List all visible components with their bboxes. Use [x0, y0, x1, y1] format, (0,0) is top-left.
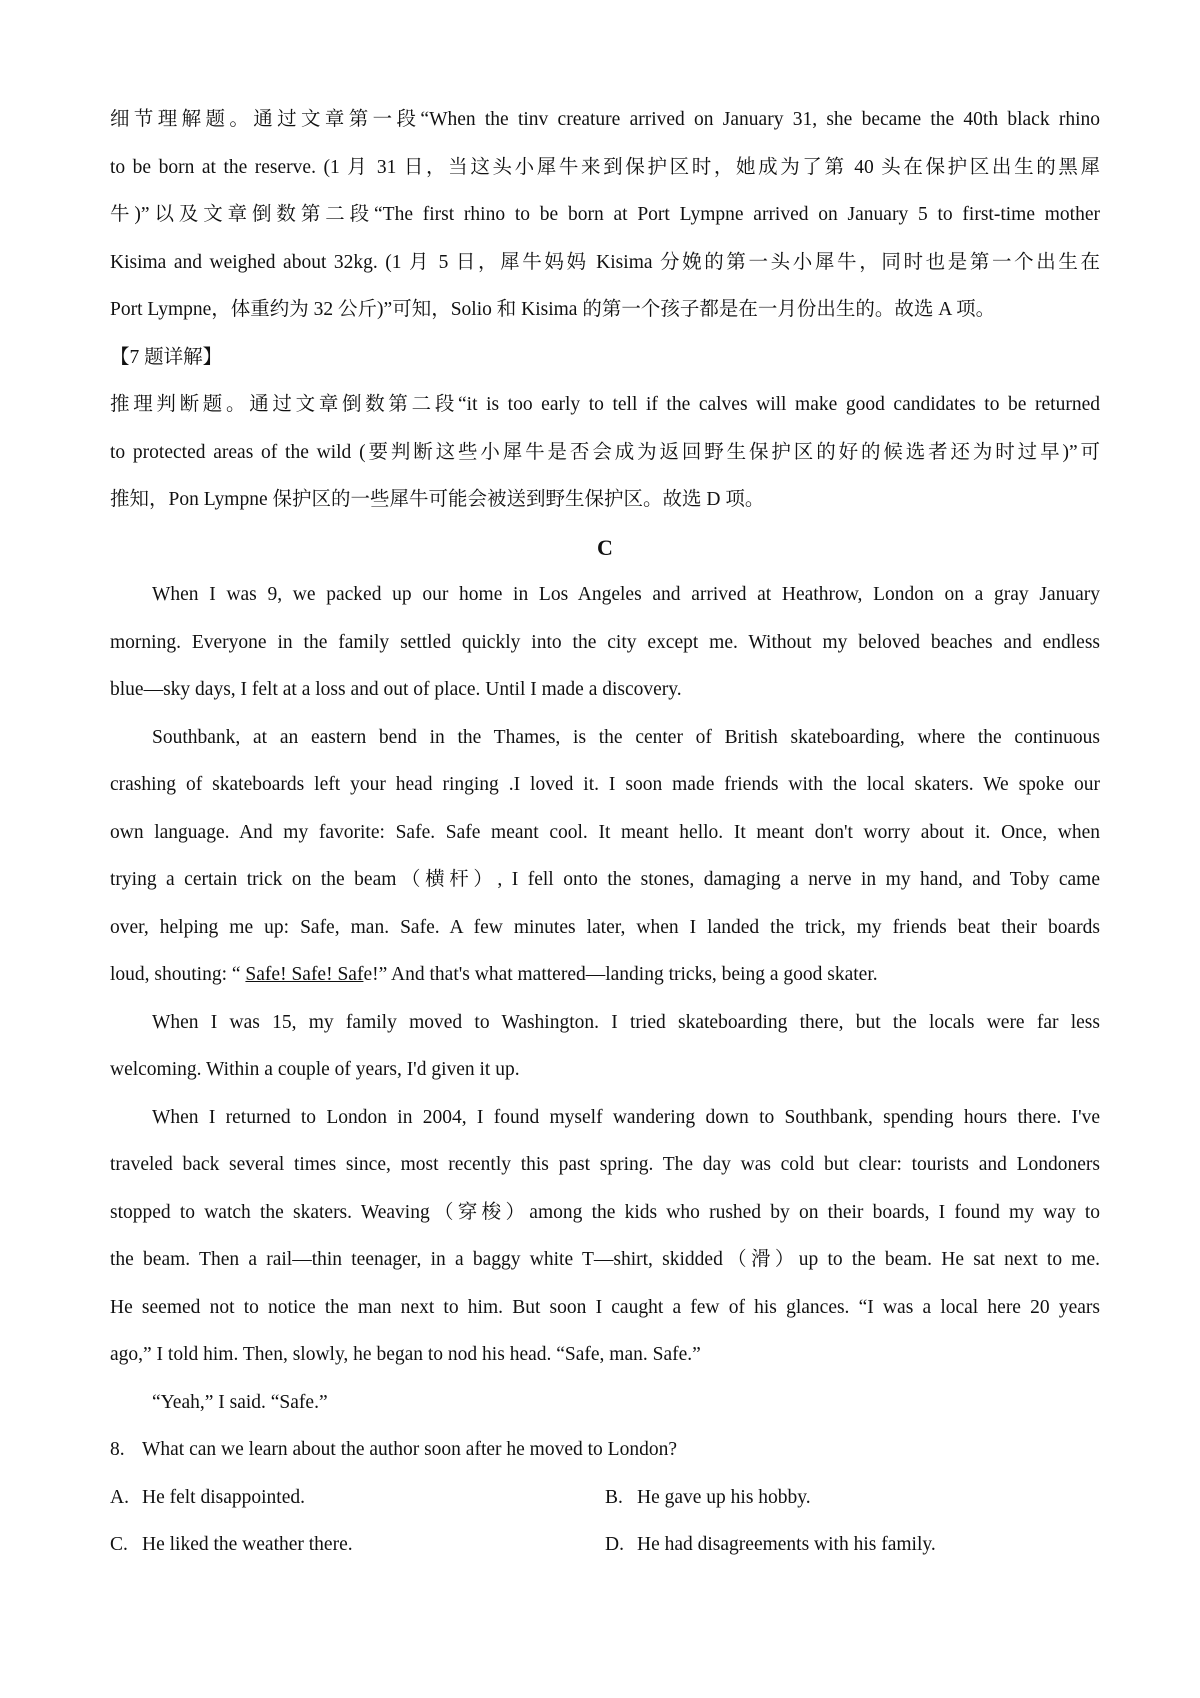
options-row	[110, 1521, 1100, 1569]
passage-line: When I was 15, my family moved to Washington. I tried skateboarding there, but the locals were far less	[152, 1011, 1100, 1033]
passage-line: welcoming. Within a couple of years, I'd given it up.	[110, 1059, 520, 1080]
option-text: He felt disappointed.	[142, 1486, 305, 1508]
passage-line: “Yeah,” I said. “Safe.”	[152, 1391, 328, 1413]
passage-line: He seemed not to notice the man next to him. But soon I caught a few of his glances. “I was a local here 20 years	[110, 1296, 1100, 1318]
passage-line: traveled back several times since, most recently this past spring. The day was cold but clear: tourists and Londoners	[110, 1154, 1100, 1175]
passage-line	[110, 951, 1100, 999]
passage-line: Southbank, at an eastern bend in the Thames, is the center of British skateboarding, where the continuous	[152, 726, 1100, 748]
option-letter: C.	[110, 1534, 128, 1555]
option-letter: A.	[110, 1486, 129, 1508]
passage-line: ago,” I told him. Then, slowly, he began to nod his head. “Safe, man. Safe.”	[110, 1344, 701, 1365]
passage-line: trying a certain trick on the beam（横杆）, I fell onto the stones, damaging a nerve in my hand, and Toby came	[110, 869, 1100, 890]
analysis-7-line: 推理判断题。通过文章倒数第二段“it is too early to tell if the calves will make good candidates to be returned	[110, 394, 1100, 415]
option-d[interactable]	[605, 1521, 1100, 1569]
option-letter: D.	[605, 1534, 624, 1555]
passage-line: morning. Everyone in the family settled quickly into the city except me. Without my beloved beaches and endless	[110, 631, 1100, 653]
analysis-6-line: Kisima and weighed about 32kg. (1 月 5 日，犀牛妈妈 Kisima 分娩的第一头小犀牛，同时也是第一个出生在	[110, 251, 1100, 273]
options-row	[110, 1474, 1100, 1522]
analysis-6-line: to be born at the reserve. (1 月 31 日，当这头小犀牛来到保护区时，她成为了第 40 头在保护区出生的黑犀	[110, 156, 1100, 178]
option-text: He liked the weather there.	[142, 1534, 353, 1555]
option-letter: B.	[605, 1486, 623, 1508]
question-text: What can we learn about the author soon after he moved to London?	[142, 1439, 677, 1460]
analysis-6-line: 牛)”以及文章倒数第二段“The first rhino to be born at Port Lympne arrived on January 5 to first-time mother	[110, 204, 1100, 225]
option-text: He had disagreements with his family.	[637, 1534, 936, 1555]
passage-line: When I was 9, we packed up our home in Los Angeles and arrived at Heathrow, London on a gray January	[152, 584, 1100, 605]
option-a[interactable]	[110, 1474, 605, 1522]
analysis-6-line: 细节理解题。通过文章第一段“When the tinv creature arrived on January 31, she became the 40th black rhino	[110, 109, 1100, 130]
passage-line: When I returned to London in 2004, I found myself wandering down to Southbank, spending hours there. I've	[152, 1106, 1100, 1128]
passage-line: the beam. Then a rail—thin teenager, in a baggy white T—shirt, skidded（滑）up to the beam. He sat next to me.	[110, 1249, 1100, 1270]
question-8	[110, 1426, 1100, 1474]
passage-line: crashing of skateboards left your head ringing .I loved it. I soon made friends with the local skaters. We spoke our	[110, 774, 1100, 795]
document-page	[110, 96, 1100, 1569]
passage-heading: C	[597, 534, 613, 560]
analysis-7-line: 推知，Pon Lympne 保护区的一些犀牛可能会被送到野生保护区。故选 D 项。	[110, 489, 765, 510]
passage-line: stopped to watch the skaters. Weaving（穿梭）among the kids who rushed by on their boards, I found my way to	[110, 1201, 1100, 1223]
option-text: He gave up his hobby.	[637, 1486, 811, 1508]
passage-line: blue—sky days, I felt at a loss and out of place. Until I made a discovery.	[110, 679, 682, 700]
option-b[interactable]	[605, 1474, 1100, 1522]
option-c[interactable]	[110, 1521, 605, 1569]
passage-line: over, helping me up: Safe, man. Safe. A few minutes later, when I landed the trick, my friends beat their boards	[110, 916, 1100, 938]
passage-line: own language. And my favorite: Safe. Safe meant cool. It meant hello. It meant don't worry about it. Once, when	[110, 821, 1100, 843]
question-number: 8.	[110, 1439, 125, 1460]
analysis-6-line: Port Lympne，体重约为 32 公斤)”可知，Solio 和 Kisima 的第一个孩子都是在一月份出生的。故选 A 项。	[110, 299, 996, 320]
analysis-7-line: to protected areas of the wild (要判断这些小犀牛是否会成为返回野生保护区的好的候选者还为时过早)”可	[110, 441, 1100, 463]
passage-text: loud, shouting: “	[110, 964, 246, 985]
underlined-phrase: Safe! Safe! Saf	[245, 964, 364, 985]
question-7-explanation-title: 【7 题详解】	[110, 346, 223, 368]
passage-text: e!” And that's what mattered—landing tricks, being a good skater.	[363, 964, 878, 985]
